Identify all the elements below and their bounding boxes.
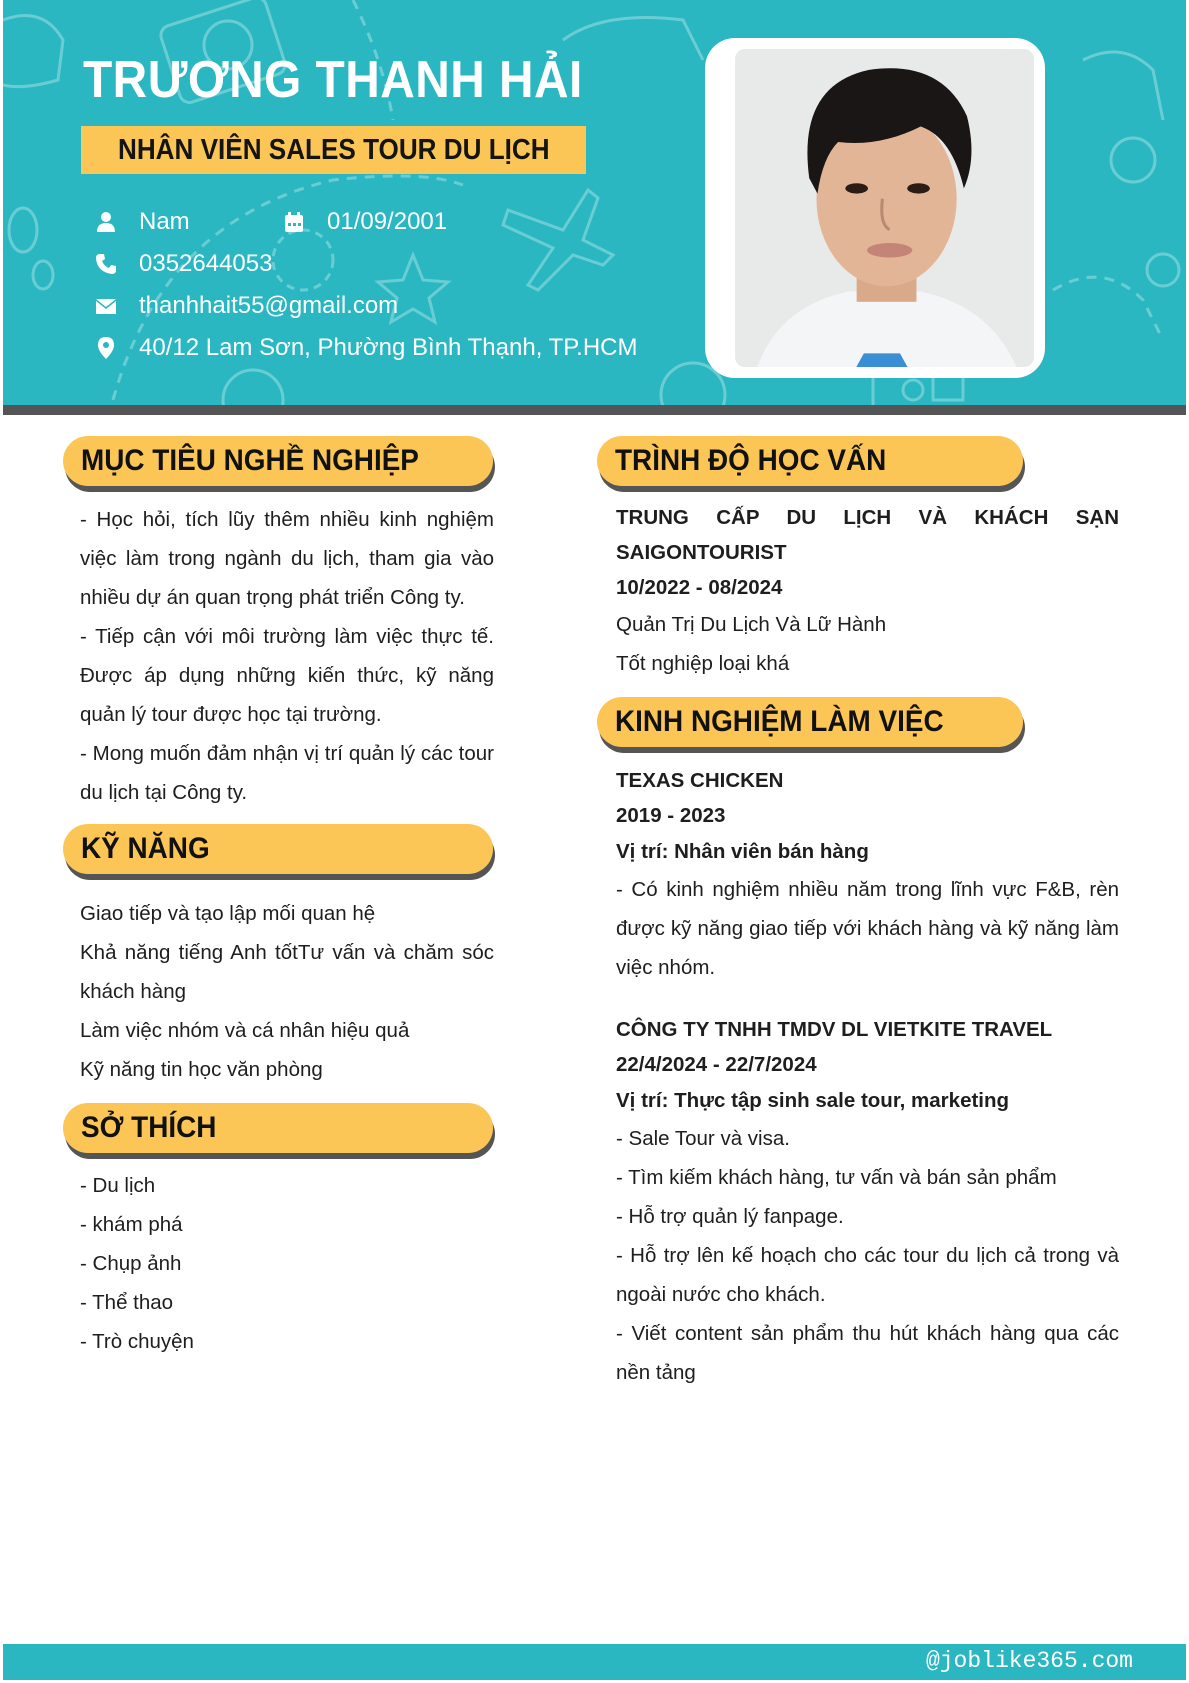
phone-icon — [93, 251, 119, 277]
section-title-education — [597, 436, 1023, 486]
objective-line: - Mong muốn đảm nhận vị trí quản lý các tour du lịch tại Công ty. — [80, 742, 494, 804]
contact-address — [93, 334, 638, 362]
section-title-skills — [63, 824, 493, 874]
skill-item: Làm việc nhóm và cá nhân hiệu quả — [80, 1019, 410, 1042]
profile-photo-frame — [705, 38, 1045, 378]
address-value: 40/12 Lam Sơn, Phường Bình Thạnh, TP.HCM — [139, 334, 638, 361]
location-pin-icon — [93, 335, 119, 361]
section-title-objective — [63, 436, 493, 486]
experience-job-1 — [616, 763, 1119, 987]
email-value[interactable]: thanhhait55@gmail.com — [139, 292, 399, 319]
hobbies-title-text: SỞ THÍCH — [81, 1111, 217, 1144]
footer-bar — [3, 1644, 1186, 1680]
job-period: 22/4/2024 - 22/7/2024 — [616, 1053, 817, 1076]
objective-line: - Học hỏi, tích lũy thêm nhiều kinh nghiệm việc làm trong ngành du lịch, tham gia vào nhiều dự án quan trọng phát triển Công ty. — [80, 508, 494, 609]
job-detail: - Hỗ trợ lên kế hoạch cho các tour du lịch cả trong và ngoài nước cho khách. — [616, 1244, 1119, 1306]
contact-gender — [93, 208, 190, 236]
skills-list — [80, 894, 494, 1089]
job-detail: - Có kinh nghiệm nhiều năm trong lĩnh vực F&B, rèn được kỹ năng giao tiếp với khách hàng và kỹ năng làm việc nhóm. — [616, 878, 1119, 979]
education-major: Quản Trị Du Lịch Và Lữ Hành — [616, 613, 887, 636]
candidate-name: TRƯƠNG THANH HẢI — [83, 51, 583, 109]
job-position: Vị trí: Thực tập sinh sale tour, marketing — [616, 1089, 1010, 1112]
job-period: 2019 - 2023 — [616, 804, 726, 827]
experience-title-text: KINH NGHIỆM LÀM VIỆC — [615, 705, 944, 738]
objective-line: - Tiếp cận với môi trường làm việc thực tế. Được áp dụng những kiến thức, kỹ năng quản lý tour được học tại trường. — [80, 625, 494, 726]
education-block — [616, 500, 1119, 683]
footer-watermark: @joblike365.com — [925, 1648, 1133, 1674]
gender-value: Nam — [139, 208, 190, 235]
section-title-hobbies — [63, 1103, 493, 1153]
skill-item: Giao tiếp và tạo lập mối quan hệ — [80, 902, 376, 925]
hobby-item: - khám phá — [80, 1213, 183, 1236]
job-title-text: NHÂN VIÊN SALES TOUR DU LỊCH — [117, 133, 550, 166]
job-detail: - Tìm kiếm khách hàng, tư vấn và bán sản phẩm — [616, 1166, 1057, 1189]
job-detail: - Hỗ trợ quản lý fanpage. — [616, 1205, 844, 1228]
objective-title-text: MỤC TIÊU NGHỀ NGHIỆP — [81, 444, 419, 477]
job-detail: - Viết content sản phẩm thu hút khách hàng qua các nền tảng — [616, 1322, 1119, 1384]
job-detail: - Sale Tour và visa. — [616, 1127, 790, 1150]
hobby-item: - Thể thao — [80, 1291, 174, 1314]
experience-job-2 — [616, 1012, 1119, 1392]
job-position: Vị trí: Nhân viên bán hàng — [616, 840, 869, 863]
section-title-experience — [597, 697, 1023, 747]
education-result: Tốt nghiệp loại khá — [616, 652, 790, 675]
header-banner — [3, 0, 1186, 405]
hobby-item: - Du lịch — [80, 1174, 156, 1197]
hobbies-list — [80, 1166, 494, 1361]
skill-item: Khả năng tiếng Anh tốtTư vấn và chăm sóc khách hàng — [80, 941, 494, 1003]
phone-value[interactable]: 0352644053 — [139, 250, 273, 277]
education-period: 10/2022 - 08/2024 — [616, 576, 783, 599]
contact-birthday — [281, 208, 447, 236]
birthday-value: 01/09/2001 — [327, 208, 448, 235]
hobby-item: - Trò chuyện — [80, 1330, 194, 1353]
skill-item: Kỹ năng tin học văn phòng — [80, 1058, 323, 1081]
header-divider-bar — [3, 405, 1186, 415]
job-title-badge — [81, 126, 586, 174]
objective-text — [80, 500, 494, 812]
job-company: TEXAS CHICKEN — [616, 769, 784, 792]
contact-email — [93, 292, 398, 320]
education-school: TRUNG CẤP DU LỊCH VÀ KHÁCH SẠN SAIGONTOURIST — [616, 506, 1119, 564]
hobby-item: - Chụp ảnh — [80, 1252, 182, 1275]
profile-photo — [735, 49, 1034, 367]
education-title-text: TRÌNH ĐỘ HỌC VẤN — [615, 444, 887, 477]
contact-phone — [93, 250, 272, 278]
mail-icon — [93, 293, 119, 319]
job-company: CÔNG TY TNHH TMDV DL VIETKITE TRAVEL — [616, 1018, 1053, 1041]
user-icon — [93, 209, 119, 235]
calendar-icon — [281, 209, 307, 235]
skills-title-text: KỸ NĂNG — [81, 832, 210, 865]
